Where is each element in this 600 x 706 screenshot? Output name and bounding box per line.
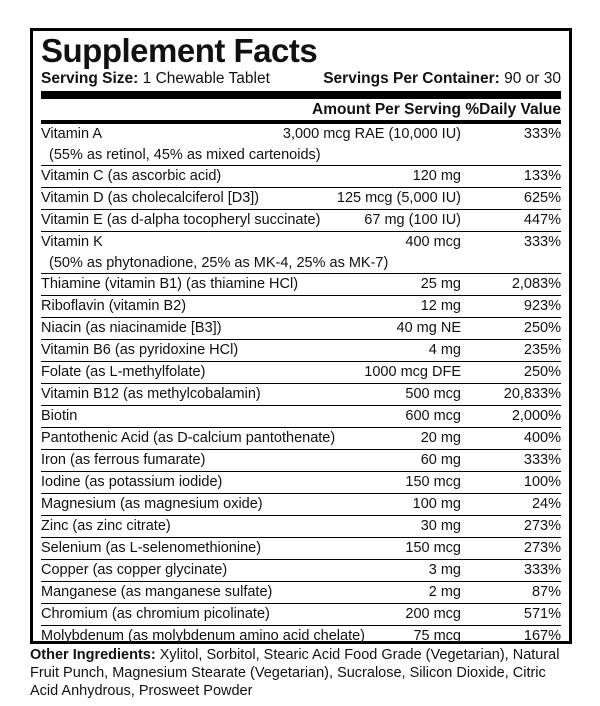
nutrient-line: [41, 274, 561, 295]
nutrient-row: [41, 560, 561, 582]
nutrient-amount: 2 mg: [428, 584, 461, 600]
nutrient-amount: 500 mcg: [405, 386, 461, 402]
nutrient-dv: 167%: [523, 628, 561, 644]
nutrient-amount: 75 mcg: [413, 628, 461, 644]
nutrient-name: Molybdenum (as molybdenum amino acid chelate): [41, 628, 365, 644]
nutrient-row: [41, 494, 561, 516]
nutrient-amount: 600 mcg: [405, 408, 461, 424]
nutrient-row: [41, 582, 561, 604]
nutrient-row: [41, 472, 561, 494]
nutrient-dv: 235%: [523, 342, 561, 358]
nutrient-row: [41, 318, 561, 340]
nutrient-dv: 625%: [523, 190, 561, 206]
nutrient-dv: 273%: [523, 518, 561, 534]
nutrient-line: [41, 362, 561, 383]
nutrient-amount: 100 mg: [412, 496, 461, 512]
nutrient-row: [41, 340, 561, 362]
thick-divider: [41, 91, 561, 99]
nutrient-line: [41, 560, 561, 581]
nutrient-dv: 24%: [531, 496, 561, 512]
nutrient-amount: 3 mg: [428, 562, 461, 578]
nutrient-name: Copper (as copper glycinate): [41, 562, 228, 578]
nutrient-dv: 100%: [523, 474, 561, 490]
nutrient-line: [41, 210, 561, 231]
nutrient-amount: 40 mg NE: [396, 320, 461, 336]
nutrient-line: [41, 188, 561, 209]
nutrient-row: [41, 428, 561, 450]
nutrient-line: [41, 428, 561, 449]
nutrient-row: [41, 538, 561, 560]
panel-title: Supplement Facts: [41, 32, 318, 69]
nutrient-dv: 87%: [531, 584, 561, 600]
serving-info: [41, 69, 561, 88]
nutrient-name: Niacin (as niacinamide [B3]): [41, 320, 222, 336]
nutrient-dv: 400%: [523, 430, 561, 446]
nutrient-name: Iron (as ferrous fumarate): [41, 452, 206, 468]
nutrient-name: Vitamin A: [41, 126, 102, 142]
nutrient-row: [41, 296, 561, 318]
nutrient-dv: 333%: [523, 234, 561, 250]
nutrient-dv: 2,000%: [511, 408, 561, 424]
nutrient-row: [41, 362, 561, 384]
nutrient-table: [41, 124, 561, 647]
servings-value: 90 or 30: [504, 70, 561, 87]
nutrient-row: [41, 384, 561, 406]
nutrient-name: Biotin: [41, 408, 78, 424]
nutrient-line: [41, 538, 561, 559]
nutrient-amount: 400 mcg: [405, 234, 461, 250]
nutrient-name: Thiamine (vitamin B1) (as thiamine HCl): [41, 276, 299, 292]
nutrient-line: [41, 582, 561, 603]
nutrient-name: Vitamin B6 (as pyridoxine HCl): [41, 342, 239, 358]
dv-header: %Daily Value: [465, 101, 561, 118]
serving-size: [41, 69, 270, 88]
nutrient-name: Manganese (as manganese sulfate): [41, 584, 273, 600]
nutrient-row: [41, 626, 561, 647]
nutrient-row: [41, 210, 561, 232]
nutrient-name: Zinc (as zinc citrate): [41, 518, 171, 534]
nutrient-row: [41, 166, 561, 188]
nutrient-amount: 150 mcg: [405, 540, 461, 556]
nutrient-amount: 12 mg: [420, 298, 461, 314]
nutrient-dv: 923%: [523, 298, 561, 314]
nutrient-row: [41, 450, 561, 472]
nutrient-amount: 30 mg: [420, 518, 461, 534]
nutrient-line: [41, 406, 561, 427]
other-ingredients: [30, 646, 575, 700]
nutrient-line: [41, 604, 561, 625]
nutrient-dv: 333%: [523, 562, 561, 578]
nutrient-row: [41, 232, 561, 274]
servings-per-container: [323, 69, 561, 88]
nutrient-line: [41, 472, 561, 493]
nutrient-line: [41, 626, 561, 647]
nutrient-name: Selenium (as L-selenomethionine): [41, 540, 262, 556]
nutrient-line: [41, 516, 561, 537]
nutrient-name: Vitamin D (as cholecalciferol [D3]): [41, 190, 260, 206]
nutrient-line: [41, 340, 561, 361]
nutrient-line: [41, 450, 561, 471]
nutrient-name: Vitamin E (as d-alpha tocopheryl succinate): [41, 212, 321, 228]
nutrient-line: [41, 318, 561, 339]
nutrient-dv: 20,833%: [503, 386, 561, 402]
nutrient-amount: 150 mcg: [405, 474, 461, 490]
nutrient-row: [41, 188, 561, 210]
serving-size-label: Serving Size:: [41, 70, 139, 87]
nutrient-amount: 125 mcg (5,000 IU): [336, 190, 461, 206]
nutrient-amount: 200 mcg: [405, 606, 461, 622]
nutrient-name: Magnesium (as magnesium oxide): [41, 496, 263, 512]
nutrient-amount: 20 mg: [420, 430, 461, 446]
nutrient-row: [41, 516, 561, 538]
nutrient-line: [41, 166, 561, 187]
nutrient-row: [41, 124, 561, 166]
nutrient-amount: 3,000 mcg RAE (10,000 IU): [282, 126, 461, 142]
nutrient-name: Vitamin K: [41, 234, 103, 250]
nutrient-line: [41, 232, 561, 253]
nutrient-name: Vitamin B12 (as methylcobalamin): [41, 386, 261, 402]
nutrient-line: [41, 494, 561, 515]
nutrient-name: Riboflavin (vitamin B2): [41, 298, 187, 314]
nutrient-name: Vitamin C (as ascorbic acid): [41, 168, 222, 184]
nutrient-row: [41, 604, 561, 626]
nutrient-dv: 250%: [523, 364, 561, 380]
column-header: [41, 99, 561, 120]
nutrient-note: (55% as retinol, 45% as mixed cartenoids): [49, 147, 321, 163]
nutrient-amount: 25 mg: [420, 276, 461, 292]
nutrient-dv: 273%: [523, 540, 561, 556]
servings-label: Servings Per Container:: [323, 70, 500, 87]
nutrient-note: (50% as phytonadione, 25% as MK-4, 25% as MK-7): [49, 255, 389, 271]
nutrient-dv: 333%: [523, 452, 561, 468]
nutrient-dv: 447%: [523, 212, 561, 228]
other-ingredients-label: Other Ingredients:: [30, 647, 156, 663]
nutrient-amount: 120 mg: [412, 168, 461, 184]
serving-size-value: 1 Chewable Tablet: [142, 70, 270, 87]
nutrient-name: Iodine (as potassium iodide): [41, 474, 223, 490]
amount-header: Amount Per Serving: [312, 101, 461, 118]
nutrient-name: Pantothenic Acid (as D-calcium pantothenate): [41, 430, 336, 446]
nutrient-amount: 4 mg: [428, 342, 461, 358]
nutrient-dv: 133%: [523, 168, 561, 184]
supplement-facts-panel: [30, 28, 572, 644]
nutrient-dv: 333%: [523, 126, 561, 142]
nutrient-row: [41, 274, 561, 296]
nutrient-line: [41, 296, 561, 317]
nutrient-name: Folate (as L-methylfolate): [41, 364, 206, 380]
nutrient-line: [41, 384, 561, 405]
nutrient-amount: 60 mg: [420, 452, 461, 468]
nutrient-line: [41, 124, 561, 145]
nutrient-amount: 1000 mcg DFE: [364, 364, 461, 380]
nutrient-dv: 2,083%: [511, 276, 561, 292]
other-ingredients-text: Xylitol, Sorbitol, Stearic Acid Food Grade (Vegetarian), Natural Fruit Punch, Magnesium Stearate (Vegetarian), Sucralose, Silicon Dioxide, Citric Acid Anhydrous, Prosweet Powder: [30, 647, 560, 699]
nutrient-dv: 571%: [523, 606, 561, 622]
nutrient-amount: 67 mg (100 IU): [364, 212, 461, 228]
nutrient-dv: 250%: [523, 320, 561, 336]
nutrient-name: Chromium (as chromium picolinate): [41, 606, 270, 622]
nutrient-row: [41, 406, 561, 428]
